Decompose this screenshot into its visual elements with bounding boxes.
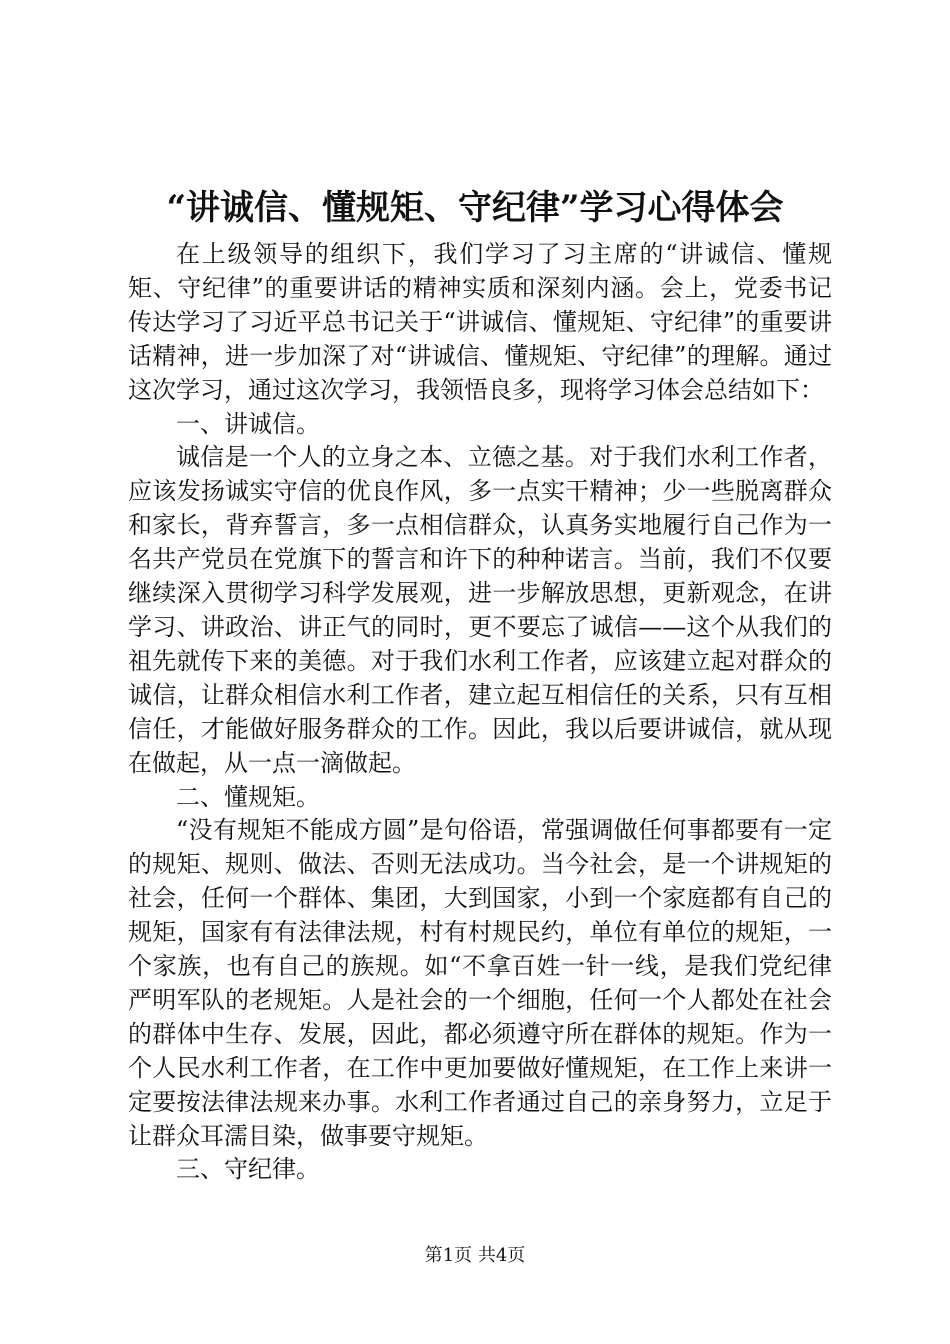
page-footer: 第1页 共4页 <box>424 1245 526 1266</box>
paragraph-rules: “没有规矩不能成方圆”是句俗语，常强调做任何事都要有一定的规矩、规则、做法、否则无法成功。当今社会，是一个讲规矩的社会，任何一个群体、集团，大到国家，小到一个家庭都有自己的规矩，国家有有法律法规，村有村规民约，单位有单位的规矩，一个家族，也有自己的族规。如“不拿百姓一针一线，是我们党纪律严明军队的老规矩。人是社会的一个细胞，任何一个人都处在社会的群体中生存、发展，因此，都必须遵守所在群体的规矩。作为一个人民水利工作者，在工作中更加要做好懂规矩，在工作上来讲一定要按法律法规来办事。水利工作者通过自己的亲身努力，立足于让群众耳濡目染，做事要守规矩。 <box>128 816 832 1150</box>
section-heading-integrity: 一、讲诚信。 <box>176 409 320 438</box>
document-title: “讲诚信、懂规矩、守纪律”学习心得体会 <box>166 188 784 228</box>
paragraph-integrity: 诚信是一个人的立身之本、立德之基。对于我们水利工作者，应该发扬诚实守信的优良作风，多一点实干精神；少一些脱离群众和家长，背弃誓言，多一点相信群众，认真务实地履行自己作为一名共产党员在党旗下的誓言和许下的种种诺言。当前，我们不仅要继续深入贯彻学习科学发展观，进一步解放思想，更新观念，在讲学习、讲政治、讲正气的同时，更不要忘了诚信——这个从我们的祖先就传下来的美德。对于我们水利工作者，应该建立起对群众的诚信，让群众相信水利工作者，建立起互相信任的关系，只有互相信任，才能做好服务群众的工作。因此，我以后要讲诚信，就从现在做起，从一点一滴做起。 <box>128 443 832 777</box>
paragraph-intro: 在上级领导的组织下，我们学习了习主席的“讲诚信、懂规矩、守纪律”的重要讲话的精神实质和深刻内涵。会上，党委书记传达学习了习近平总书记关于“讲诚信、懂规矩、守纪律”的重要讲话精神，进一步加深了对“讲诚信、懂规矩、守纪律”的理解。通过这次学习，通过这次学习，我领悟良多，现将学习体会总结如下： <box>128 240 832 404</box>
section-heading-rules: 二、懂规矩。 <box>176 782 320 811</box>
document-body <box>128 238 832 1187</box>
section-heading-discipline: 三、守纪律。 <box>176 1155 320 1184</box>
